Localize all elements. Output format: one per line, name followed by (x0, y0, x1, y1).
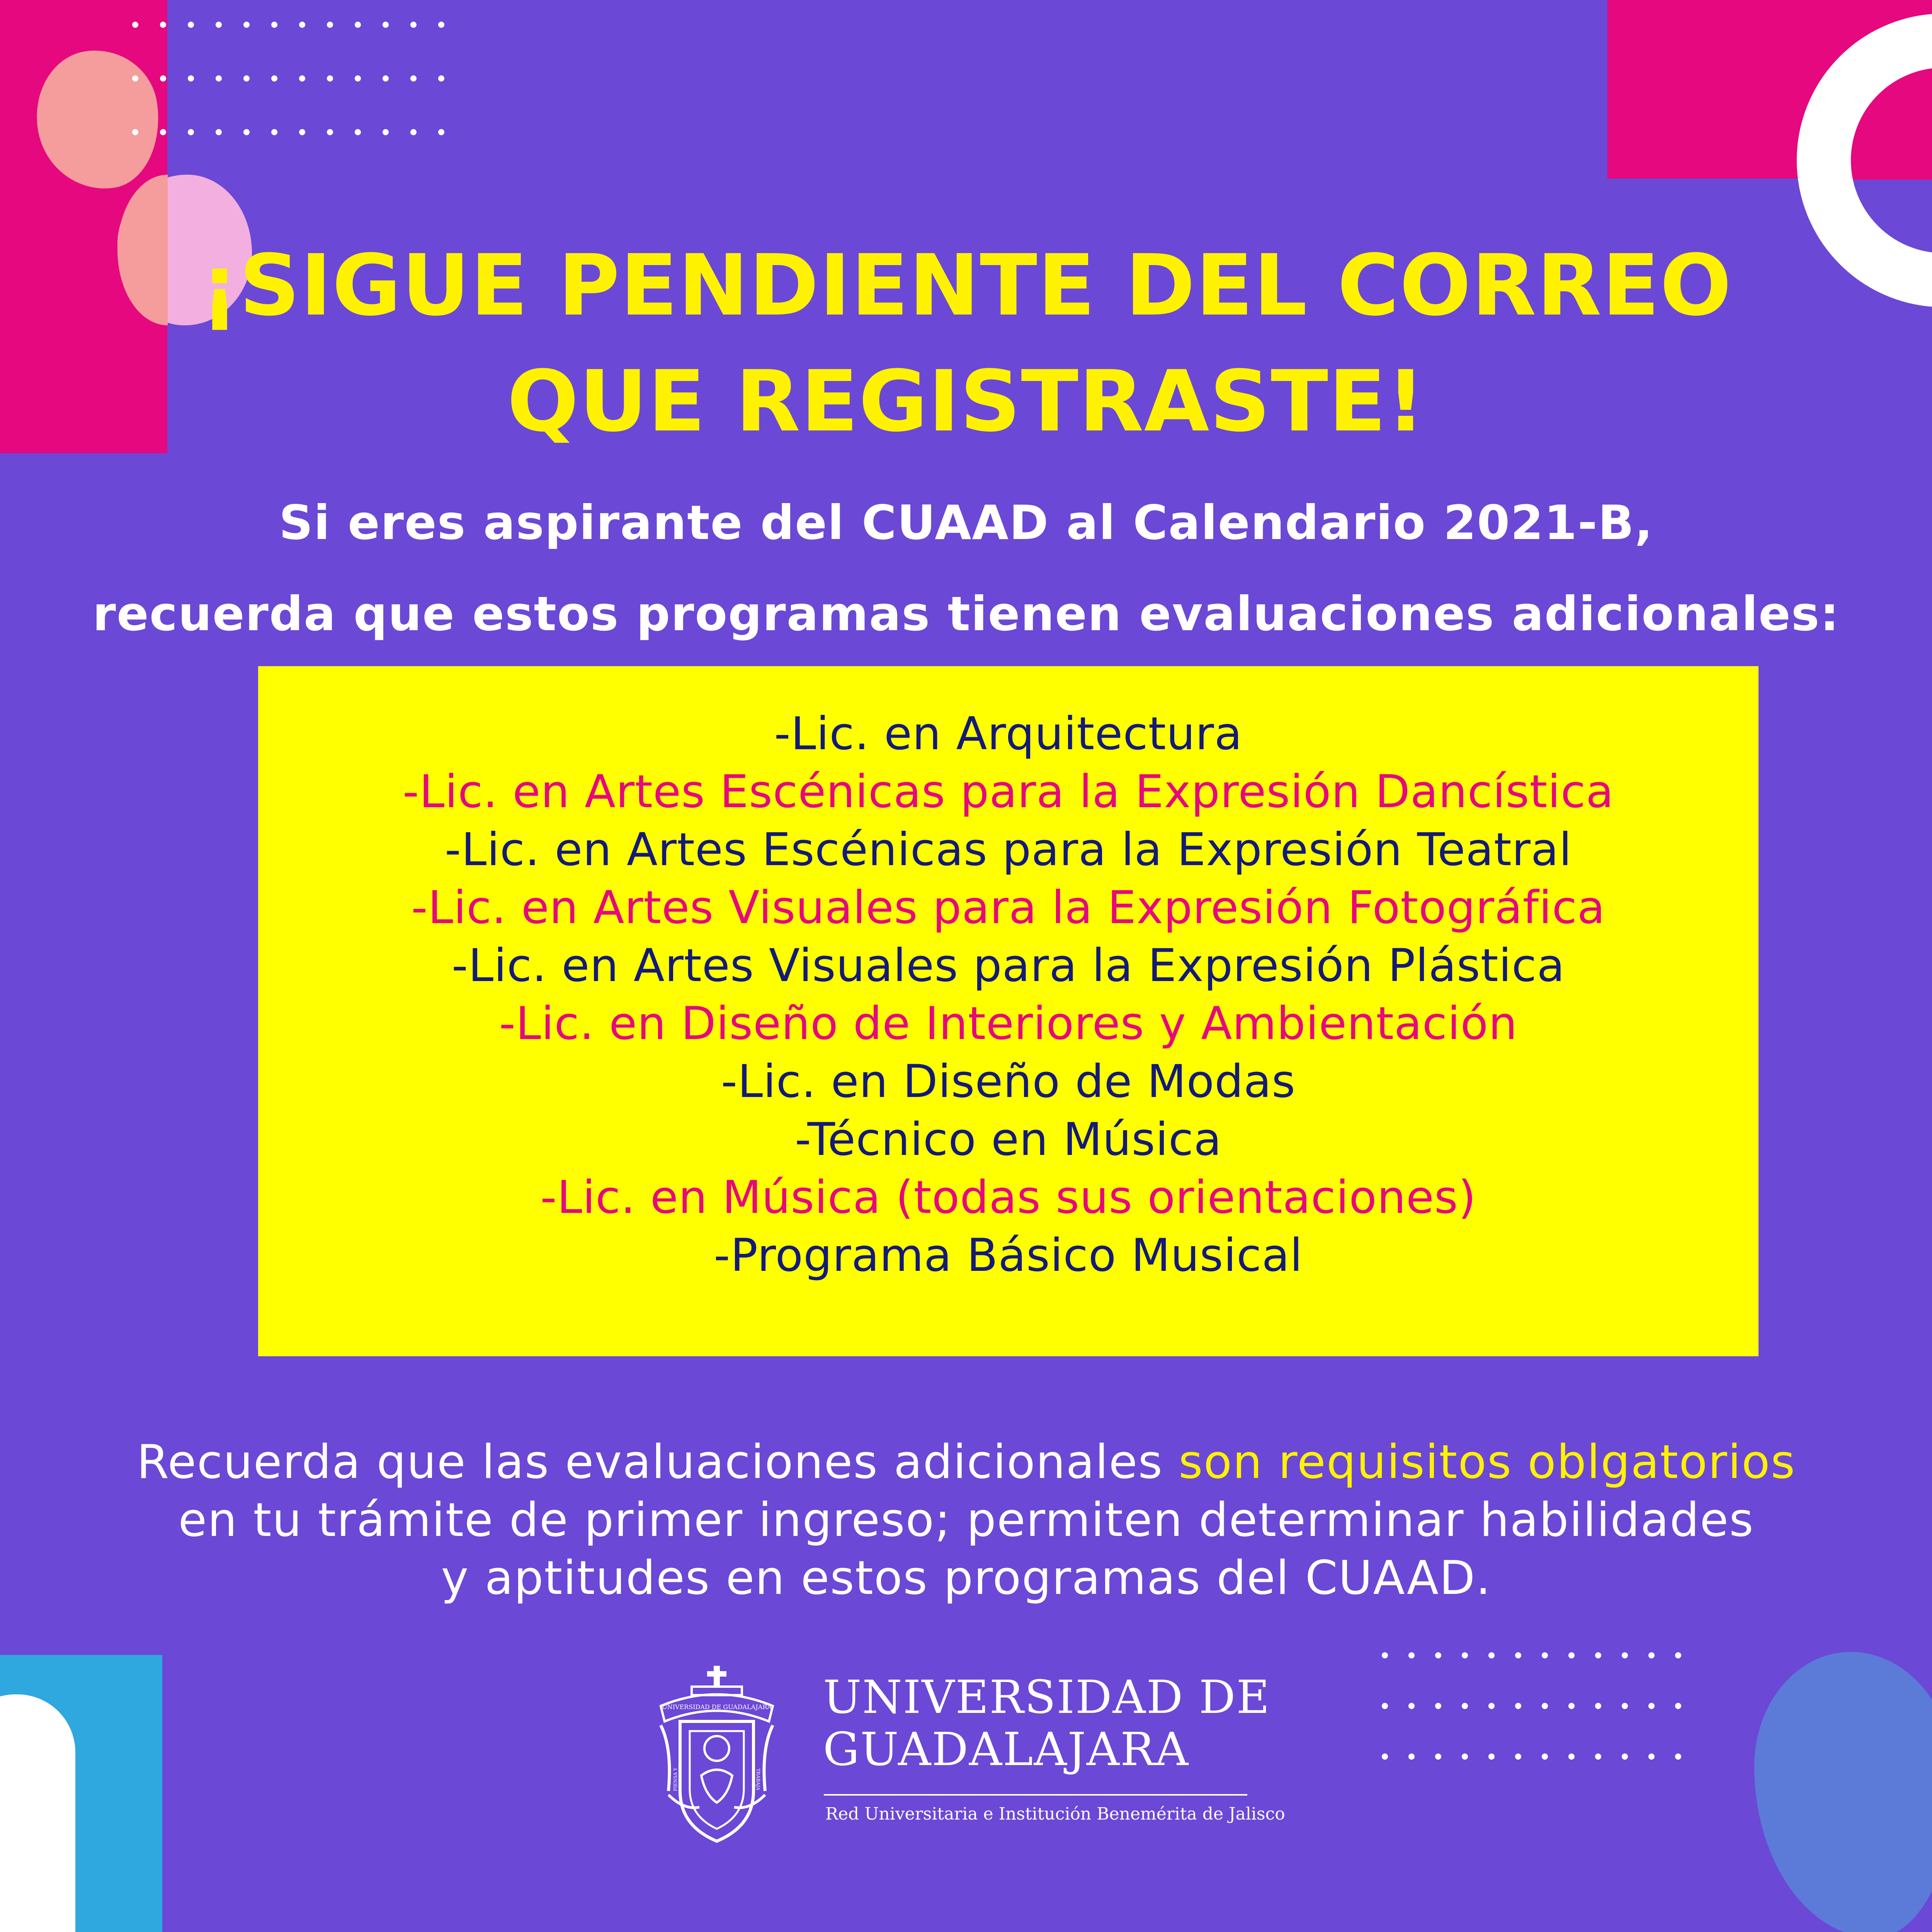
intro-text (0, 477, 1932, 660)
university-seal-icon (653, 1663, 781, 1845)
dot-grid-bottom-right (1382, 1652, 1681, 1760)
white-arch-bottom-left (0, 1694, 75, 1932)
closing-line-2: en tu trámite de primer ingreso; permiten determinar habilidades (178, 1493, 1754, 1547)
headline-line-1: ¡SIGUE PENDIENTE DEL CORREO (200, 237, 1732, 335)
closing-line-3: y aptitudes en estos programas del CUAAD. (441, 1551, 1492, 1605)
seal-right-text: TRABAJA (755, 1768, 761, 1791)
program-item: -Lic. en Arquitectura (774, 707, 1243, 760)
program-item: -Lic. en Música (todas sus orientaciones) (540, 1171, 1476, 1224)
intro-line-1: Si eres aspirante del CUAAD al Calendario 2021-B, (279, 495, 1653, 550)
program-item: -Lic. en Artes Visuales para la Expresión Fotográfica (411, 881, 1605, 934)
university-name-line-1: UNIVERSIDAD DE (823, 1670, 1270, 1724)
program-item: -Lic. en Artes Escénicas para la Expresión Teatral (444, 823, 1572, 876)
program-item: -Programa Básico Musical (714, 1229, 1303, 1282)
university-name (823, 1671, 1270, 1776)
headline-line-2: QUE REGISTRASTE! (507, 353, 1425, 451)
university-tagline: Red Universitaria e Institución Benemérita de Jalisco (825, 1804, 1285, 1824)
university-logo (653, 1663, 1285, 1845)
seal-banner-text: UNIVERSIDAD DE GUADALAJARA (662, 1703, 772, 1711)
dot-grid-top-left (132, 22, 444, 135)
program-item: -Lic. en Artes Visuales para la Expresión Plástica (451, 939, 1565, 992)
logo-divider (824, 1794, 1247, 1796)
seal-left-text: PIENSA Y (673, 1767, 678, 1791)
programs-list (258, 705, 1759, 1284)
closing-line-1: Recuerda que las evaluaciones adicionales (136, 1435, 1179, 1489)
closing-highlight: son requisitos oblgatorios (1179, 1435, 1796, 1489)
programs-box (258, 666, 1759, 1356)
program-item: -Lic. en Diseño de Interiores y Ambientación (499, 997, 1518, 1050)
closing-text (0, 1434, 1932, 1607)
program-item: -Técnico en Música (794, 1113, 1222, 1166)
blue-blob-bottom-right (1754, 1652, 1932, 1932)
program-item: -Lic. en Diseño de Modas (721, 1055, 1296, 1108)
intro-line-2: recuerda que estos programas tienen evaluaciones adicionales: (92, 587, 1840, 641)
university-name-line-2: GUADALAJARA (823, 1723, 1189, 1776)
headline (0, 228, 1932, 460)
program-item: -Lic. en Artes Escénicas para la Expresión Dancística (403, 765, 1614, 818)
